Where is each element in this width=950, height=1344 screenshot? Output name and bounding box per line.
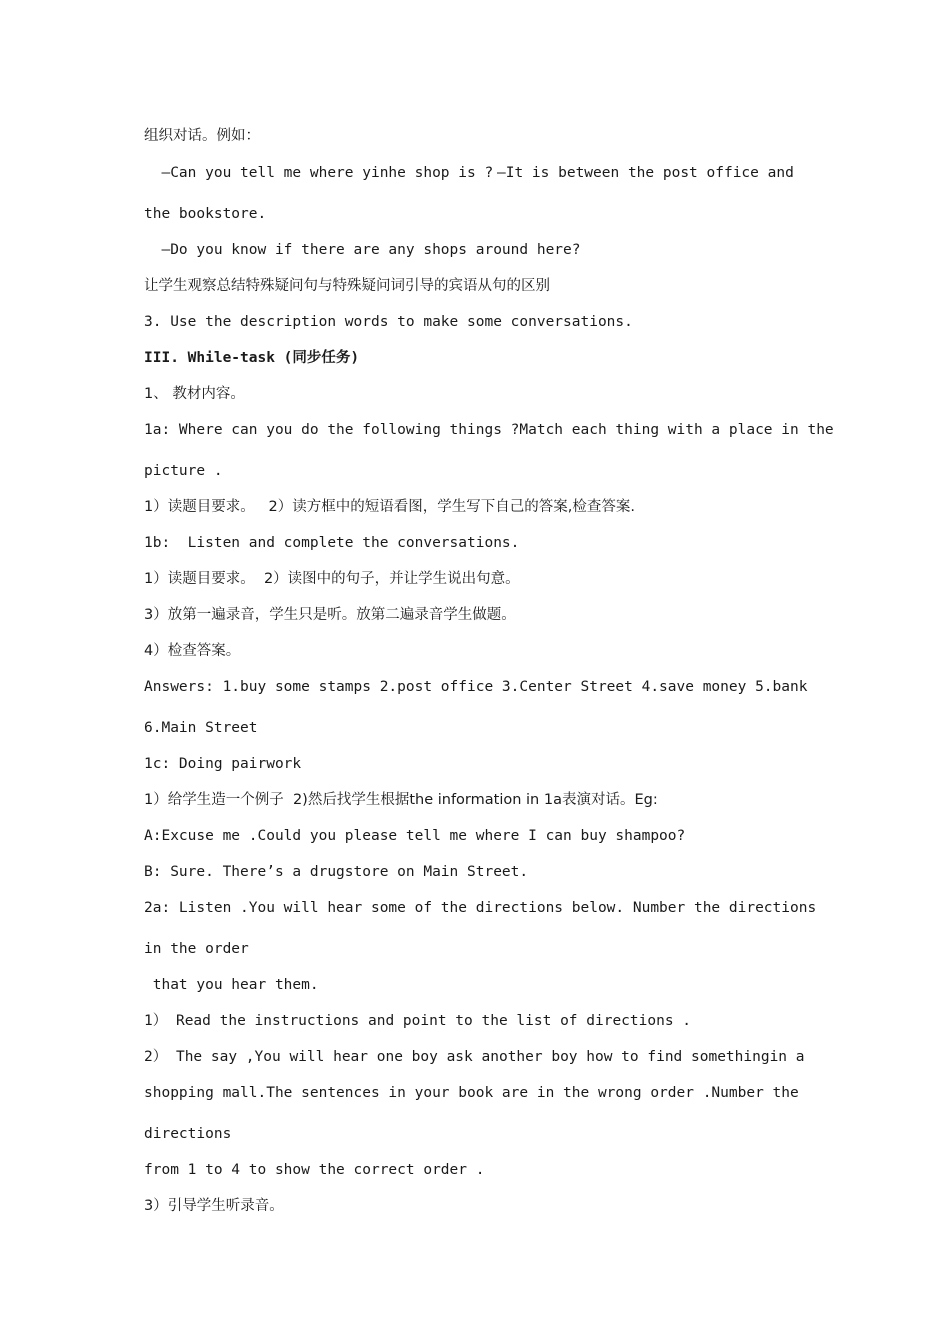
text-line: 1b: Listen and complete the conversations. <box>144 535 520 551</box>
text-line: in the order <box>144 941 249 957</box>
text-line: the bookstore. <box>144 206 267 222</box>
text-line: 1c: Doing pairwork <box>144 756 302 772</box>
text-line: 3. Use the description words to make some conversations. <box>144 314 633 330</box>
text-line: 1、 教材内容。 <box>144 386 245 402</box>
dialogue-line: A:Excuse me .Could you please tell me where I can buy shampoo? <box>144 828 686 844</box>
text-line: —It is between the post office and <box>497 165 794 181</box>
text-line: 2a: Listen .You will hear some of the directions below. Number the directions <box>144 900 817 916</box>
text-line: 1）读题目要求。 2）读图中的句子，并让学生说出句意。 <box>144 571 520 587</box>
text-line: —Do you know if there are any shops around here? <box>144 242 581 258</box>
text-line: from 1 to 4 to show the correct order . <box>144 1162 485 1178</box>
text-line: 1）给学生造一个例子 2)然后找学生根据the information in 1a表演对话。Eg: <box>144 792 658 808</box>
text-line: directions <box>144 1126 232 1142</box>
text-line: 1） Read the instructions and point to the list of directions . <box>144 1013 692 1029</box>
text-line: 3）引导学生听录音。 <box>144 1198 284 1214</box>
text-line: picture . <box>144 463 223 479</box>
text-line: —Can you tell me where yinhe shop is ? <box>144 165 494 181</box>
text-line: shopping mall.The sentences in your book are in the wrong order .Number the <box>144 1085 799 1101</box>
answers-line: Answers: 1.buy some stamps 2.post office 3.Center Street 4.save money 5.bank <box>144 679 808 695</box>
text-line: 3）放第一遍录音，学生只是听。放第二遍录音学生做题。 <box>144 607 516 623</box>
text-line: 6.Main Street <box>144 720 258 736</box>
dialogue-line: B: Sure. There’s a drugstore on Main Street. <box>144 864 529 880</box>
text-line: 1a: Where can you do the following things ?Match each thing with a place in the <box>144 422 834 438</box>
text-line: 2） The say ,You will hear one boy ask another boy how to find somethingin a <box>144 1049 805 1065</box>
text-line: 4）检查答案。 <box>144 643 241 659</box>
text-line: 让学生观察总结特殊疑问句与特殊疑问词引导的宾语从句的区别 <box>144 278 550 294</box>
text-line: 1）读题目要求。 2）读方框中的短语看图，学生写下自己的答案,检查答案. <box>144 499 635 515</box>
section-heading: III. While-task (同步任务) <box>144 350 360 366</box>
text-line: 组织对话。例如： <box>144 128 260 144</box>
text-line: that you hear them. <box>144 977 319 993</box>
